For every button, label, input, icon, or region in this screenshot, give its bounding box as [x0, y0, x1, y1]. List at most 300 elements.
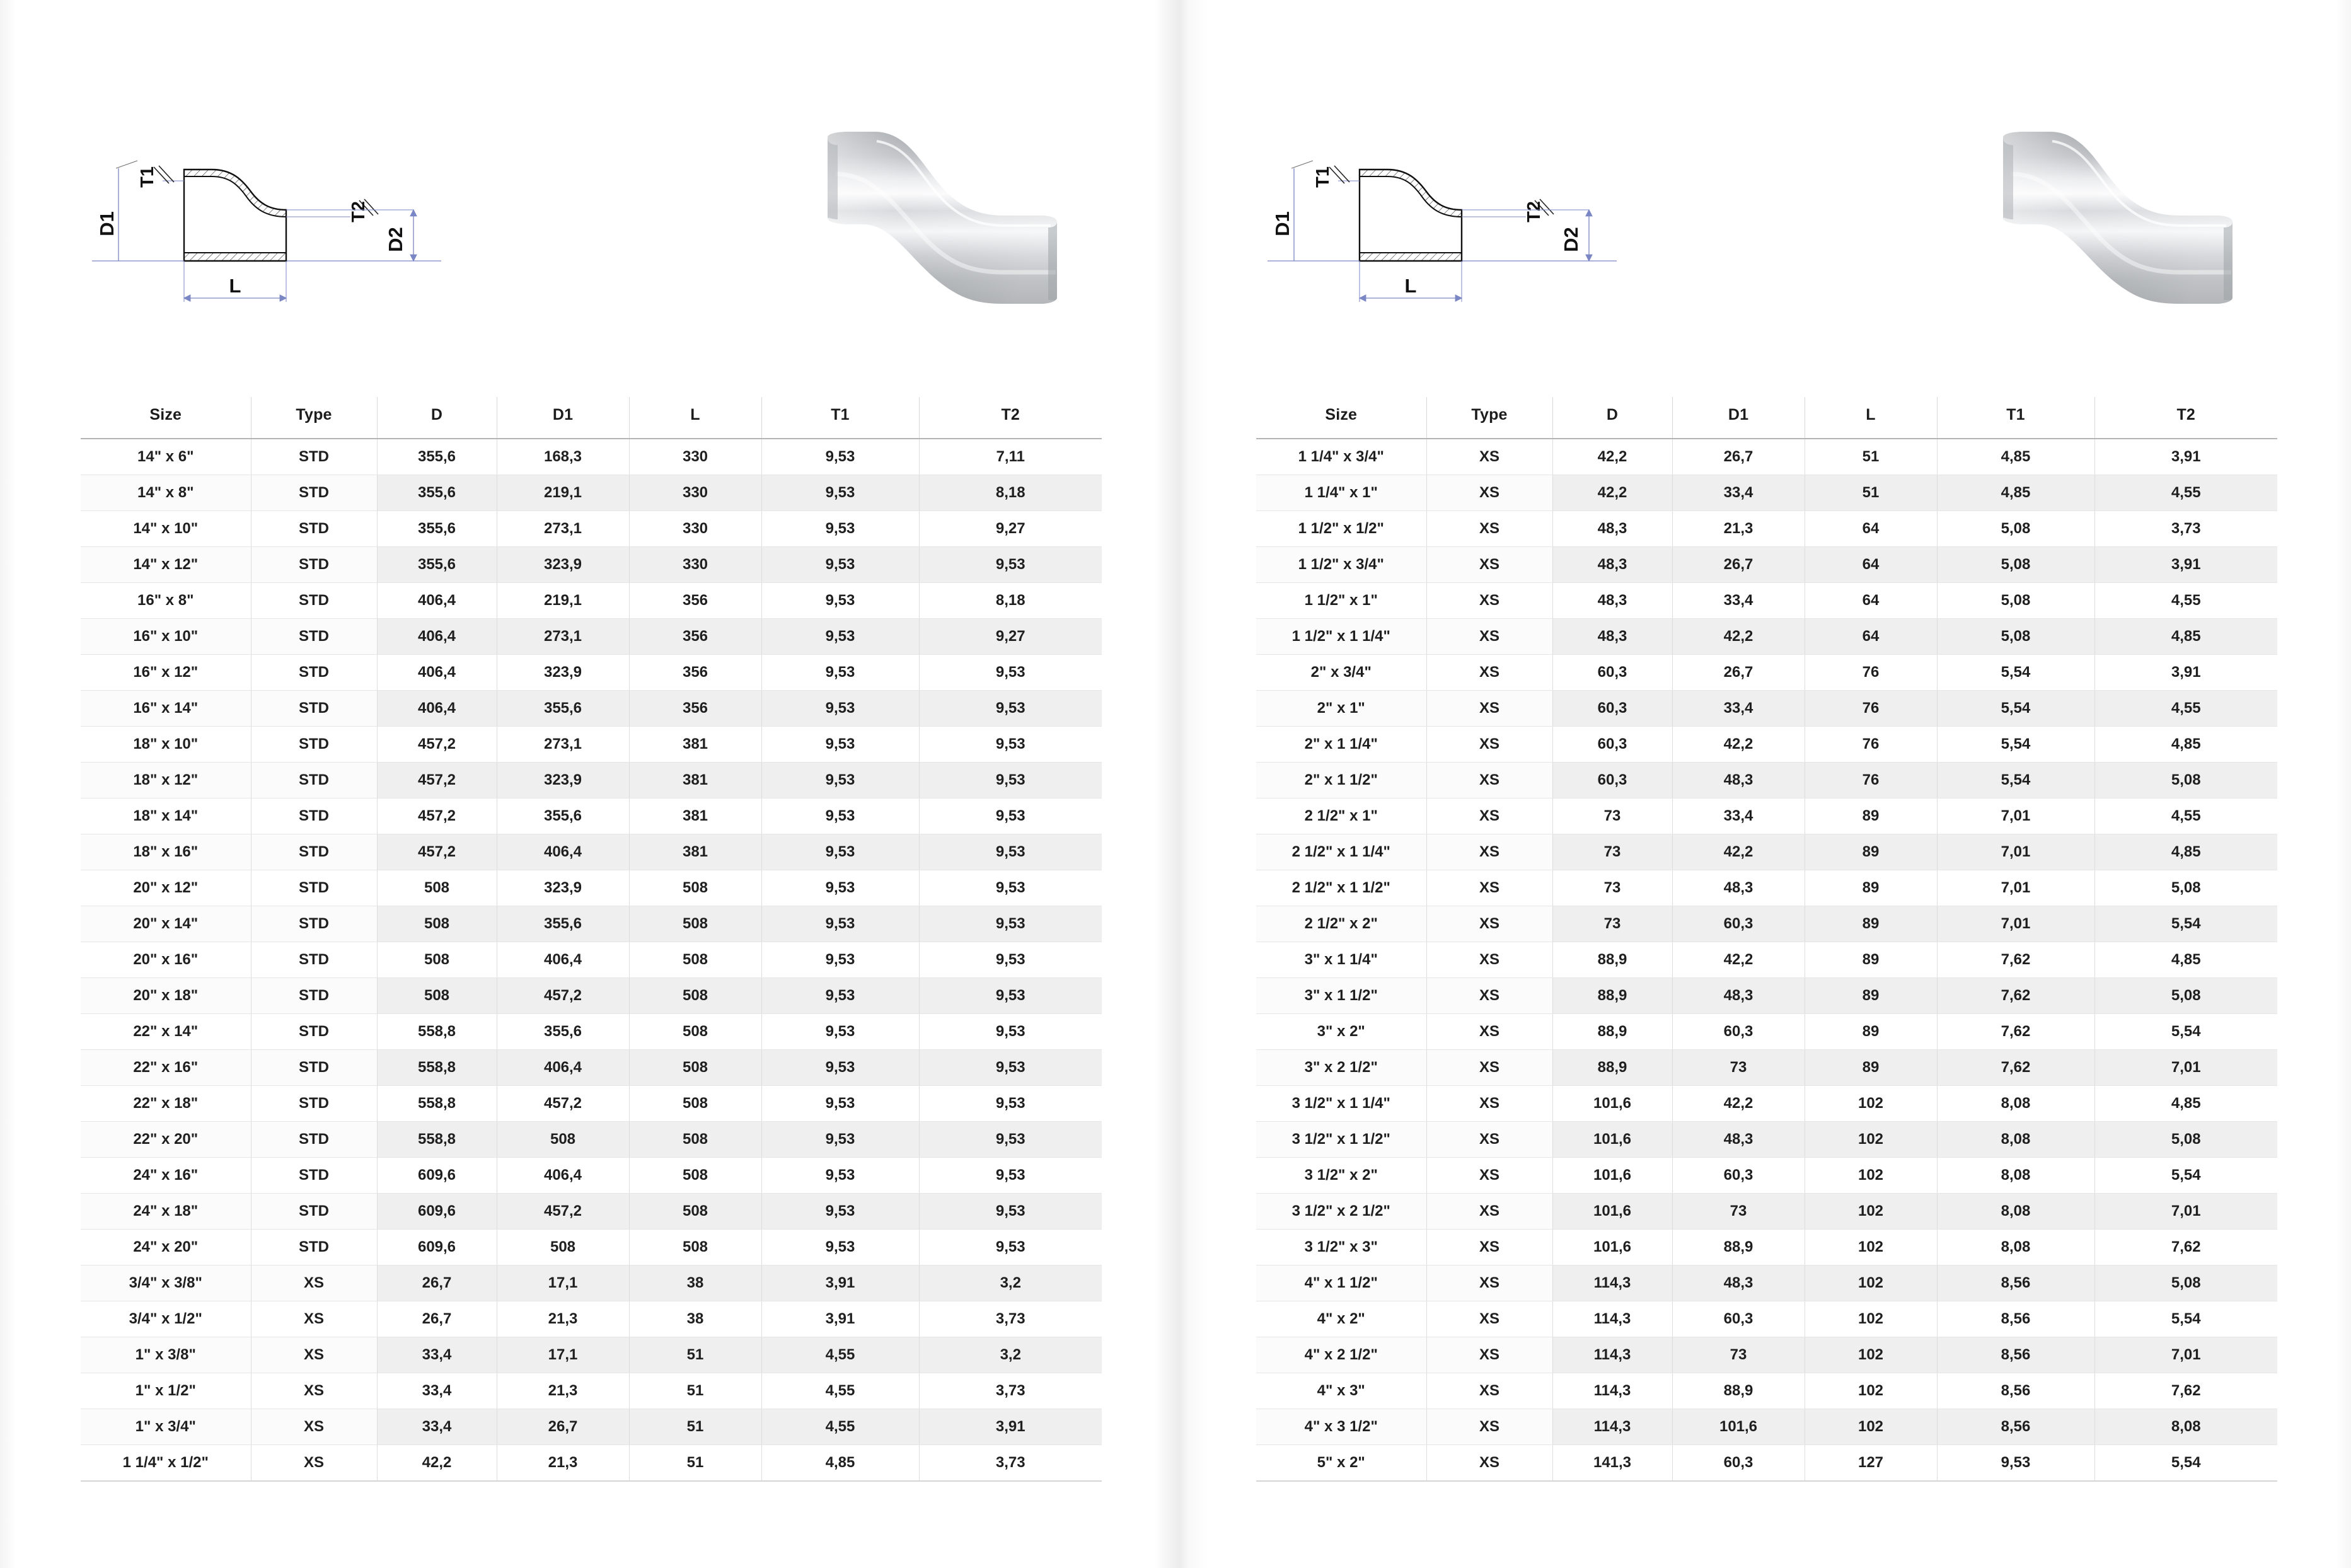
cell-t2: 9,53	[919, 798, 1102, 834]
cell-type: STD	[251, 798, 377, 834]
cell-size: 20" x 16"	[81, 942, 251, 978]
cell-size: 18" x 10"	[81, 727, 251, 763]
table-row	[1256, 1194, 2277, 1230]
cell-t1: 8,56	[1937, 1301, 2094, 1337]
cell-t1: 9,53	[761, 655, 919, 691]
cell-d: 60,3	[1552, 727, 1672, 763]
column-header-l: L	[629, 397, 761, 439]
cell-type: XS	[1426, 942, 1552, 978]
eccentric-reducer-3d-render-left	[816, 113, 1087, 321]
table-row	[1256, 619, 2277, 655]
cell-d: 508	[377, 906, 497, 942]
cell-d1: 48,3	[1672, 1265, 1805, 1301]
cell-type: STD	[251, 1050, 377, 1086]
cell-type: XS	[1426, 439, 1552, 475]
cell-size: 1" x 3/4"	[81, 1409, 251, 1445]
left-dimension-table	[81, 397, 1102, 1482]
cell-d1: 355,6	[497, 691, 629, 727]
cell-d1: 406,4	[497, 1050, 629, 1086]
cell-t1: 9,53	[761, 727, 919, 763]
cell-d: 114,3	[1552, 1409, 1672, 1445]
cell-size: 2 1/2" x 1 1/2"	[1256, 870, 1426, 906]
table-row	[81, 439, 1102, 475]
cell-type: STD	[251, 511, 377, 547]
cell-l: 89	[1805, 978, 1937, 1014]
cell-d1: 42,2	[1672, 1086, 1805, 1122]
cell-size: 20" x 12"	[81, 870, 251, 906]
cell-d: 355,6	[377, 439, 497, 475]
cell-t1: 8,08	[1937, 1194, 2094, 1230]
cell-l: 356	[629, 619, 761, 655]
cell-type: STD	[251, 547, 377, 583]
cell-t2: 7,62	[2094, 1373, 2277, 1409]
cell-d: 101,6	[1552, 1086, 1672, 1122]
cell-t1: 8,08	[1937, 1158, 2094, 1194]
table-row	[81, 1337, 1102, 1373]
cell-type: STD	[251, 1194, 377, 1230]
cell-t1: 5,54	[1937, 691, 2094, 727]
cell-t1: 7,01	[1937, 870, 2094, 906]
table-row	[1256, 1050, 2277, 1086]
cell-d1: 26,7	[1672, 439, 1805, 475]
cell-t2: 9,53	[919, 1014, 1102, 1050]
cell-d1: 73	[1672, 1194, 1805, 1230]
cell-t2: 4,85	[2094, 834, 2277, 870]
cell-type: XS	[1426, 583, 1552, 619]
table-row	[81, 1230, 1102, 1265]
cell-type: XS	[1426, 1337, 1552, 1373]
cell-d: 355,6	[377, 475, 497, 511]
cell-size: 2" x 3/4"	[1256, 655, 1426, 691]
cell-size: 1 1/2" x 1/2"	[1256, 511, 1426, 547]
cell-d: 558,8	[377, 1122, 497, 1158]
cell-t1: 9,53	[761, 691, 919, 727]
cell-t1: 5,54	[1937, 727, 2094, 763]
cell-l: 89	[1805, 1050, 1937, 1086]
drawing-label-t1: T1	[1313, 166, 1333, 188]
cell-d1: 17,1	[497, 1337, 629, 1373]
cell-l: 102	[1805, 1158, 1937, 1194]
table-row	[1256, 1158, 2277, 1194]
cell-type: XS	[1426, 1373, 1552, 1409]
table-row	[1256, 1409, 2277, 1445]
table-row	[1256, 583, 2277, 619]
cell-d1: 21,3	[497, 1373, 629, 1409]
table-row	[81, 1373, 1102, 1409]
table-row	[81, 763, 1102, 798]
cell-type: STD	[251, 619, 377, 655]
cell-t2: 4,55	[2094, 583, 2277, 619]
cell-t1: 8,08	[1937, 1230, 2094, 1265]
cell-type: XS	[1426, 763, 1552, 798]
left-figure-row	[0, 95, 1176, 366]
cell-size: 3 1/2" x 2"	[1256, 1158, 1426, 1194]
cell-d1: 42,2	[1672, 834, 1805, 870]
cell-t1: 7,62	[1937, 978, 2094, 1014]
cell-l: 381	[629, 763, 761, 798]
cell-t2: 9,53	[919, 763, 1102, 798]
table-row	[81, 1445, 1102, 1482]
table-row	[81, 547, 1102, 583]
cell-size: 3 1/2" x 1 1/2"	[1256, 1122, 1426, 1158]
table-row	[1256, 1230, 2277, 1265]
cell-t1: 9,53	[761, 763, 919, 798]
cell-d1: 406,4	[497, 942, 629, 978]
cell-d1: 42,2	[1672, 727, 1805, 763]
cell-type: STD	[251, 1122, 377, 1158]
cell-t2: 5,08	[2094, 1122, 2277, 1158]
cell-d1: 26,7	[497, 1409, 629, 1445]
cell-d1: 355,6	[497, 906, 629, 942]
cell-type: XS	[1426, 1014, 1552, 1050]
cell-t2: 8,18	[919, 475, 1102, 511]
cell-l: 38	[629, 1265, 761, 1301]
cell-d1: 101,6	[1672, 1409, 1805, 1445]
cell-d1: 60,3	[1672, 1158, 1805, 1194]
cell-type: STD	[251, 583, 377, 619]
cell-t1: 9,53	[761, 1086, 919, 1122]
cell-l: 102	[1805, 1122, 1937, 1158]
cell-d: 26,7	[377, 1301, 497, 1337]
cell-type: STD	[251, 439, 377, 475]
eccentric-reducer-technical-drawing-left	[88, 129, 460, 318]
cell-t1: 7,62	[1937, 1014, 2094, 1050]
cell-t1: 9,53	[761, 834, 919, 870]
cell-d1: 33,4	[1672, 475, 1805, 511]
cell-d: 114,3	[1552, 1373, 1672, 1409]
cell-t2: 5,54	[2094, 1158, 2277, 1194]
cell-t2: 9,53	[919, 1086, 1102, 1122]
table-row	[81, 691, 1102, 727]
cell-l: 102	[1805, 1373, 1937, 1409]
cell-t1: 5,54	[1937, 655, 2094, 691]
cell-d: 609,6	[377, 1194, 497, 1230]
cell-d: 558,8	[377, 1086, 497, 1122]
cell-t1: 9,53	[761, 906, 919, 942]
cell-t2: 9,53	[919, 834, 1102, 870]
cell-d: 508	[377, 942, 497, 978]
table-row	[1256, 1086, 2277, 1122]
cell-t2: 4,55	[2094, 475, 2277, 511]
cell-d: 73	[1552, 834, 1672, 870]
cell-d: 114,3	[1552, 1301, 1672, 1337]
cell-l: 381	[629, 798, 761, 834]
cell-t1: 3,91	[761, 1301, 919, 1337]
table-row	[81, 906, 1102, 942]
cell-t1: 7,62	[1937, 1050, 2094, 1086]
table-header-row	[1256, 397, 2277, 439]
cell-d: 609,6	[377, 1158, 497, 1194]
cell-l: 508	[629, 942, 761, 978]
cell-size: 22" x 20"	[81, 1122, 251, 1158]
cell-t1: 5,08	[1937, 511, 2094, 547]
cell-t1: 9,53	[761, 1194, 919, 1230]
cell-l: 38	[629, 1301, 761, 1337]
cell-d1: 219,1	[497, 583, 629, 619]
cell-size: 1 1/4" x 1/2"	[81, 1445, 251, 1482]
cell-d1: 21,3	[1672, 511, 1805, 547]
column-header-t2: T2	[2094, 397, 2277, 439]
cell-type: XS	[1426, 1409, 1552, 1445]
cell-l: 64	[1805, 619, 1937, 655]
cell-t1: 5,08	[1937, 619, 2094, 655]
cell-size: 18" x 12"	[81, 763, 251, 798]
cell-t1: 8,56	[1937, 1373, 2094, 1409]
cell-l: 356	[629, 655, 761, 691]
cell-t2: 9,53	[919, 655, 1102, 691]
cell-type: STD	[251, 691, 377, 727]
cell-t1: 4,85	[1937, 439, 2094, 475]
cell-t2: 5,54	[2094, 906, 2277, 942]
cell-d1: 26,7	[1672, 547, 1805, 583]
table-row	[1256, 439, 2277, 475]
right-table-body	[1256, 439, 2277, 1481]
cell-d: 141,3	[1552, 1445, 1672, 1482]
cell-l: 508	[629, 1158, 761, 1194]
column-header-t1: T1	[761, 397, 919, 439]
cell-d1: 17,1	[497, 1265, 629, 1301]
cell-size: 4" x 2 1/2"	[1256, 1337, 1426, 1373]
drawing-label-l: L	[1404, 275, 1417, 297]
cell-d1: 42,2	[1672, 942, 1805, 978]
cell-l: 102	[1805, 1230, 1937, 1265]
cell-d1: 355,6	[497, 1014, 629, 1050]
cell-l: 51	[629, 1337, 761, 1373]
cell-type: STD	[251, 1230, 377, 1265]
cell-type: XS	[1426, 870, 1552, 906]
cell-d1: 406,4	[497, 834, 629, 870]
cell-l: 381	[629, 727, 761, 763]
cell-size: 24" x 20"	[81, 1230, 251, 1265]
cell-type: XS	[1426, 547, 1552, 583]
cell-size: 1" x 3/8"	[81, 1337, 251, 1373]
cell-d1: 60,3	[1672, 1445, 1805, 1482]
cell-size: 2 1/2" x 2"	[1256, 906, 1426, 942]
cell-t1: 4,85	[761, 1445, 919, 1482]
cell-t1: 9,53	[761, 1230, 919, 1265]
cell-l: 356	[629, 583, 761, 619]
cell-t2: 5,08	[2094, 870, 2277, 906]
cell-t1: 5,54	[1937, 763, 2094, 798]
cell-size: 24" x 16"	[81, 1158, 251, 1194]
cell-d1: 219,1	[497, 475, 629, 511]
cell-size: 1 1/4" x 3/4"	[1256, 439, 1426, 475]
cell-l: 102	[1805, 1265, 1937, 1301]
cell-t1: 9,53	[761, 1158, 919, 1194]
cell-d1: 406,4	[497, 1158, 629, 1194]
table-row	[81, 834, 1102, 870]
cell-t2: 9,53	[919, 727, 1102, 763]
cell-type: XS	[1426, 1445, 1552, 1482]
cell-t2: 9,53	[919, 1122, 1102, 1158]
cell-size: 18" x 16"	[81, 834, 251, 870]
cell-d: 88,9	[1552, 942, 1672, 978]
cell-d: 406,4	[377, 619, 497, 655]
cell-l: 51	[1805, 439, 1937, 475]
cell-d1: 60,3	[1672, 1014, 1805, 1050]
drawing-label-l: L	[229, 275, 241, 297]
table-row	[1256, 1373, 2277, 1409]
cell-t2: 9,53	[919, 1158, 1102, 1194]
cell-type: XS	[1426, 1122, 1552, 1158]
cell-l: 508	[629, 1014, 761, 1050]
cell-type: XS	[251, 1337, 377, 1373]
cell-size: 1 1/2" x 3/4"	[1256, 547, 1426, 583]
table-row	[81, 1086, 1102, 1122]
cell-t2: 3,73	[919, 1373, 1102, 1409]
table-row	[81, 798, 1102, 834]
cell-l: 64	[1805, 583, 1937, 619]
cell-d1: 33,4	[1672, 691, 1805, 727]
cell-type: XS	[251, 1301, 377, 1337]
cell-d: 457,2	[377, 727, 497, 763]
cell-size: 4" x 3"	[1256, 1373, 1426, 1409]
cell-d1: 21,3	[497, 1301, 629, 1337]
cell-d: 406,4	[377, 655, 497, 691]
cell-t1: 9,53	[761, 798, 919, 834]
cell-t2: 4,85	[2094, 727, 2277, 763]
cell-type: STD	[251, 870, 377, 906]
cell-d: 457,2	[377, 763, 497, 798]
cell-d: 101,6	[1552, 1230, 1672, 1265]
drawing-label-t2: T2	[349, 201, 369, 222]
table-row	[1256, 727, 2277, 763]
drawing-label-d1: D1	[96, 211, 118, 236]
table-row	[1256, 475, 2277, 511]
cell-type: XS	[1426, 1158, 1552, 1194]
cell-t2: 7,01	[2094, 1337, 2277, 1373]
cell-t1: 9,53	[761, 870, 919, 906]
cell-d: 101,6	[1552, 1158, 1672, 1194]
cell-t1: 9,53	[761, 547, 919, 583]
cell-l: 89	[1805, 798, 1937, 834]
cell-d: 48,3	[1552, 511, 1672, 547]
cell-t2: 3,91	[919, 1409, 1102, 1445]
cell-type: XS	[1426, 1265, 1552, 1301]
cell-type: STD	[251, 475, 377, 511]
cell-d1: 323,9	[497, 763, 629, 798]
cell-size: 2" x 1 1/2"	[1256, 763, 1426, 798]
cell-t2: 5,08	[2094, 763, 2277, 798]
cell-t2: 7,01	[2094, 1050, 2277, 1086]
cell-d: 33,4	[377, 1373, 497, 1409]
cell-type: STD	[251, 1014, 377, 1050]
cell-type: STD	[251, 942, 377, 978]
cell-l: 508	[629, 906, 761, 942]
cell-t2: 9,53	[919, 942, 1102, 978]
cell-t2: 9,27	[919, 511, 1102, 547]
cell-d: 101,6	[1552, 1122, 1672, 1158]
cell-d1: 73	[1672, 1050, 1805, 1086]
cell-size: 4" x 2"	[1256, 1301, 1426, 1337]
cell-t2: 7,62	[2094, 1230, 2277, 1265]
cell-size: 3" x 2"	[1256, 1014, 1426, 1050]
cell-l: 330	[629, 475, 761, 511]
cell-t2: 7,01	[2094, 1194, 2277, 1230]
cell-type: XS	[1426, 475, 1552, 511]
cell-t1: 9,53	[761, 475, 919, 511]
column-header-d1: D1	[1672, 397, 1805, 439]
cell-size: 1 1/4" x 1"	[1256, 475, 1426, 511]
cell-type: XS	[1426, 511, 1552, 547]
table-row	[1256, 942, 2277, 978]
cell-type: XS	[1426, 798, 1552, 834]
cell-size: 3 1/2" x 3"	[1256, 1230, 1426, 1265]
cell-l: 330	[629, 439, 761, 475]
cell-d1: 73	[1672, 1337, 1805, 1373]
cell-t2: 8,18	[919, 583, 1102, 619]
cell-t2: 9,53	[919, 547, 1102, 583]
table-row	[1256, 1337, 2277, 1373]
cell-size: 3/4" x 1/2"	[81, 1301, 251, 1337]
cell-t1: 7,01	[1937, 906, 2094, 942]
cell-t2: 9,53	[919, 1194, 1102, 1230]
cell-type: XS	[1426, 978, 1552, 1014]
cell-d1: 48,3	[1672, 1122, 1805, 1158]
table-row	[1256, 1445, 2277, 1482]
cell-d: 558,8	[377, 1050, 497, 1086]
eccentric-reducer-3d-render-right	[1992, 113, 2263, 321]
cell-size: 22" x 18"	[81, 1086, 251, 1122]
table-row	[1256, 978, 2277, 1014]
cell-t2: 4,85	[2094, 1086, 2277, 1122]
cell-d: 48,3	[1552, 547, 1672, 583]
cell-d1: 323,9	[497, 547, 629, 583]
cell-t2: 3,91	[2094, 439, 2277, 475]
cell-t1: 8,08	[1937, 1086, 2094, 1122]
cell-l: 76	[1805, 763, 1937, 798]
cell-type: XS	[251, 1445, 377, 1482]
cell-t1: 9,53	[761, 1050, 919, 1086]
cell-d: 33,4	[377, 1409, 497, 1445]
cell-t2: 3,73	[919, 1301, 1102, 1337]
cell-t1: 8,08	[1937, 1122, 2094, 1158]
cell-type: STD	[251, 1158, 377, 1194]
drawing-label-t2: T2	[1524, 201, 1544, 222]
cell-d: 42,2	[1552, 475, 1672, 511]
cell-size: 2" x 1"	[1256, 691, 1426, 727]
table-row	[81, 1194, 1102, 1230]
cell-size: 22" x 16"	[81, 1050, 251, 1086]
cell-l: 508	[629, 1230, 761, 1265]
cell-size: 3 1/2" x 1 1/4"	[1256, 1086, 1426, 1122]
left-dimension-table-wrap	[81, 397, 1102, 1482]
cell-type: STD	[251, 655, 377, 691]
cell-d: 355,6	[377, 547, 497, 583]
cell-size: 3/4" x 3/8"	[81, 1265, 251, 1301]
cell-d1: 33,4	[1672, 798, 1805, 834]
cell-size: 16" x 10"	[81, 619, 251, 655]
cell-t1: 5,08	[1937, 583, 2094, 619]
cell-d1: 60,3	[1672, 906, 1805, 942]
cell-l: 102	[1805, 1194, 1937, 1230]
cell-l: 89	[1805, 1014, 1937, 1050]
cell-size: 14" x 6"	[81, 439, 251, 475]
cell-d1: 88,9	[1672, 1230, 1805, 1265]
cell-t2: 3,91	[2094, 547, 2277, 583]
cell-type: STD	[251, 1086, 377, 1122]
cell-d1: 457,2	[497, 978, 629, 1014]
column-header-t2: T2	[919, 397, 1102, 439]
cell-t2: 4,55	[2094, 798, 2277, 834]
table-row	[1256, 655, 2277, 691]
cell-d1: 323,9	[497, 870, 629, 906]
right-figure-row	[1176, 95, 2351, 366]
cell-t2: 3,91	[2094, 655, 2277, 691]
cell-size: 3" x 2 1/2"	[1256, 1050, 1426, 1086]
table-row	[81, 1301, 1102, 1337]
cell-t2: 3,2	[919, 1337, 1102, 1373]
